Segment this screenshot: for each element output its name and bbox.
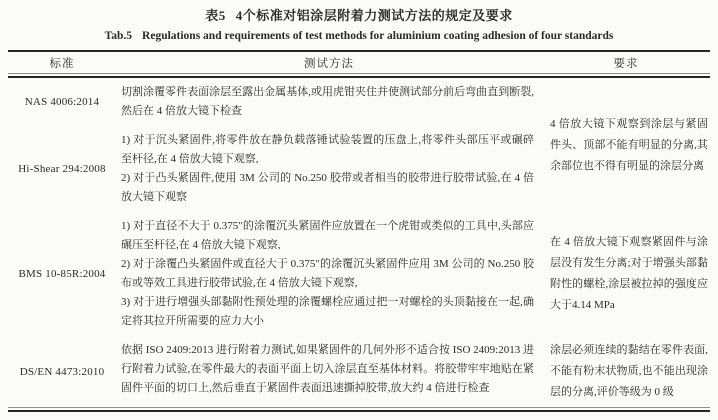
requirement-cell-row-3 [542, 212, 710, 336]
column-header-requirement: 要求 [613, 57, 639, 70]
standard-cell-bms-10-85r: BMS 10-85R:2004 [18, 268, 106, 280]
method-cell-ds-en-4473 [116, 336, 542, 407]
standard-cell-nas-4006: NAS 4006:2014 [24, 96, 100, 108]
method-cell-nas-4006 [116, 78, 542, 126]
method-cell-hi-shear-294 [116, 126, 542, 212]
table-bottom-rule [8, 407, 710, 412]
requirement-cell-rows-1-2 [542, 78, 710, 212]
table-body [8, 78, 710, 407]
requirement-text: 在 4 倍放大镜下观察紧固件与涂层没有发生分离;对于增强头部黏附性的螺栓,涂层被拉掉的强度应大于4.14 MPa [550, 236, 708, 311]
method-paragraph: 2) 对于涂覆凸头紧固件或直径大于 0.375″的涂覆沉头紧固件应用 3M 公司的 No.250 胶布或等效工具进行胶带试验,在 4 倍放大镜下观察, [121, 258, 534, 289]
standard-cell-ds-en-4473: DS/EN 4473:2010 [19, 365, 105, 378]
standard-cell-hi-shear-294: Hi-Shear 294:2008 [18, 163, 106, 175]
table-caption-english-text: Regulations and requirements of test methods for aluminium coating adhesion of four standards [142, 30, 614, 42]
standards-comparison-table [8, 50, 710, 412]
requirement-cell-row-4 [542, 336, 710, 407]
table-caption-chinese-label: 表5 [205, 8, 226, 23]
column-header-method: 测试方法 [304, 57, 354, 70]
method-paragraph: 2) 对于凸头紧固件,使用 3M 公司的 No.250 胶带或者相当的胶带进行胶带试验,在 4 倍放大镜下观察 [121, 172, 534, 203]
method-paragraph: 切割涂覆零件表面涂层至露出金属基体,或用虎钳夹住并使测试部分前后弯曲直到断裂,然后在 4 倍放大镜下检查 [121, 86, 534, 117]
table-caption-english-label: Tab.5 [104, 30, 133, 42]
requirement-text: 4 倍放大镜下观察到涂层与紧固件头、顶部不能有明显的分离,其余部位也不得有明显的涂层分离 [550, 117, 708, 172]
table-caption-chinese-text: 4个标准对铝涂层附着力测试方法的规定及要求 [235, 8, 513, 23]
table-caption-english [0, 30, 718, 42]
method-paragraph: 3) 对于进行增强头部黏附性预处理的涂覆螺栓应通过把一对螺栓的头顶黏接在一起,确定将其拉开所需要的应力大小 [121, 296, 534, 327]
method-paragraph: 依据 ISO 2409:2013 进行附着力测试,如果紧固件的几何外形不适合按 ISO 2409:2013 进行附着力试验,在零件最大的表面平面上切入涂层直至基体材料。将胶带牢牢地贴在紧固件平面的切口上,然后垂直于紧固件表面迅速撕掉胶带,放大约 4 倍进行检查 [121, 344, 534, 394]
method-paragraph: 1) 对于直径不大于 0.375″的涂覆沉头紧固件应放置在一个虎钳或类似的工具中,头部应碾压至杆径,在 4 倍放大镜下观察, [121, 220, 534, 251]
table-caption-chinese [0, 0, 718, 24]
table-header-row [8, 52, 710, 73]
method-paragraph: 1) 对于沉头紧固件,将零件放在静负载落锤试验装置的压盘上,将零件头部压平或碾碎至杆径,在 4 倍放大镜下观察, [121, 134, 534, 165]
requirement-text: 涂层必须连续的黏结在零件表面,不能有粉末状物质,也不能出现涂层的分离,评价等级为 0 级 [550, 344, 708, 398]
column-header-standard: 标准 [49, 57, 75, 70]
method-cell-bms-10-85r [116, 212, 542, 336]
